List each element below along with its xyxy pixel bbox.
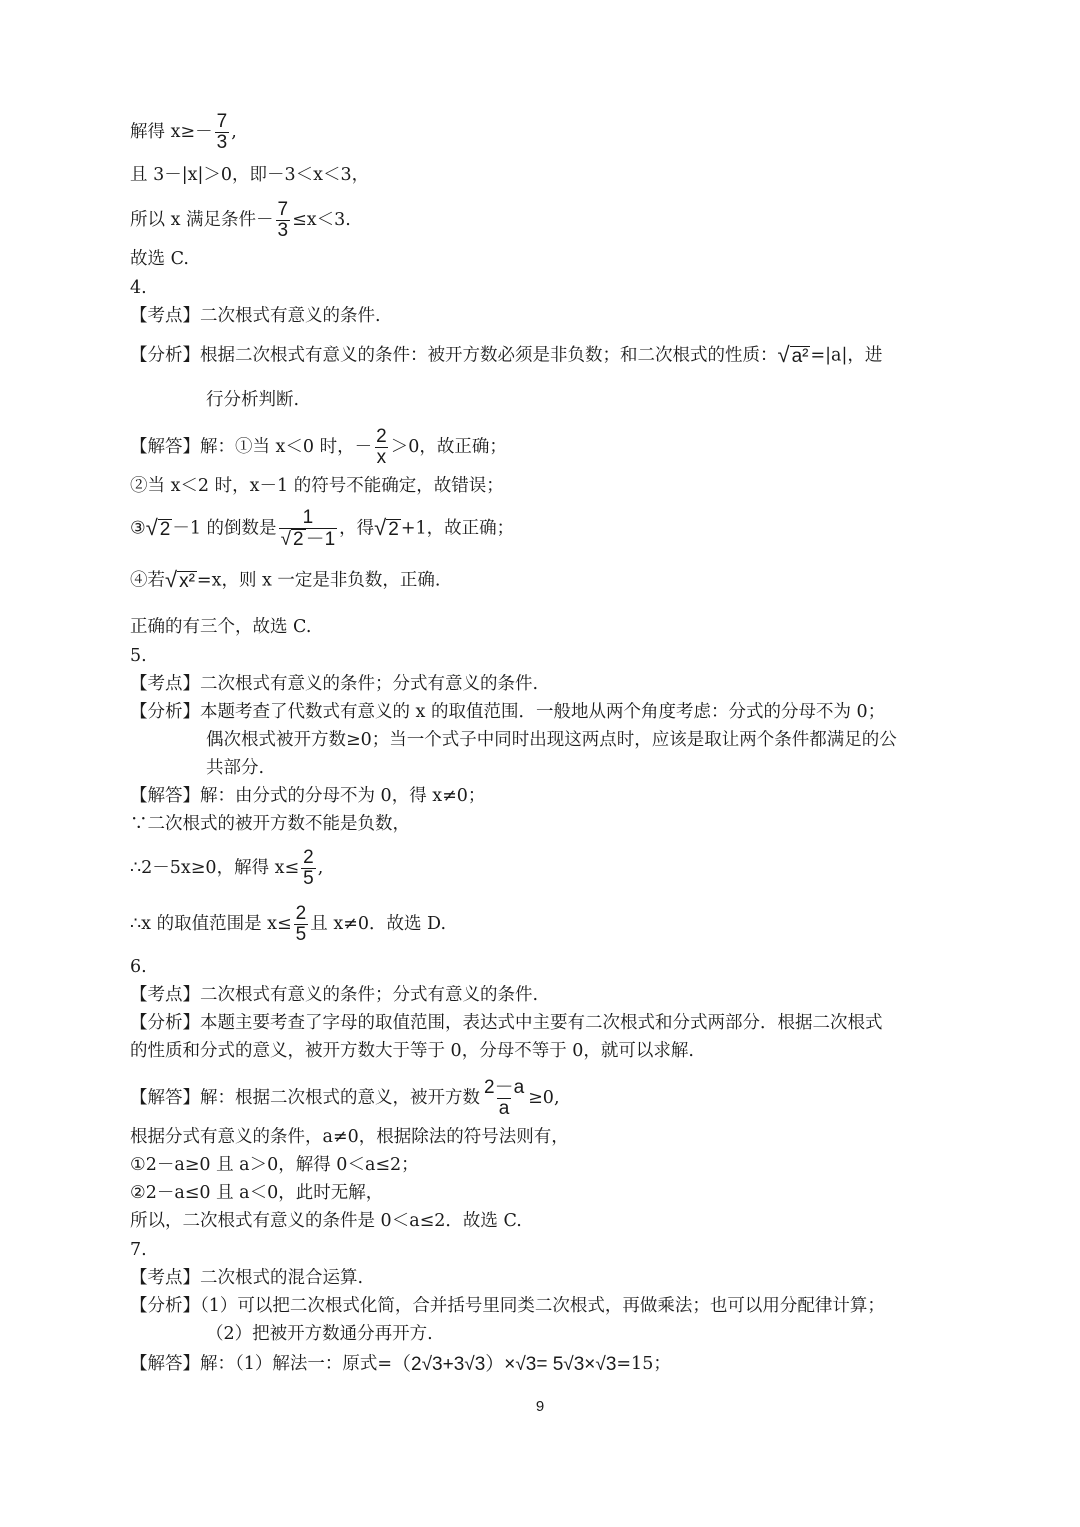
fenxi-line [130,700,885,724]
fenxi-tag: 【分析】 [130,1013,200,1033]
text: 本题考查了代数式有意义的 x 的取值范围．一般地从两个角度考虑：分式的分母不为 0； [200,702,886,722]
denominator: 5 [295,924,307,945]
text: ∴2－5x≥0，解得 x≤ [130,858,300,878]
radicand: 2 [159,519,171,540]
jieda-line [130,1078,560,1119]
radicand: x² [179,571,195,592]
radicand: 2 [293,529,304,550]
kaodian-tag: 【考点】 [130,1268,200,1288]
fenxi-continued: 偶次根式被开方数≥0；当一个式子中同时出现这两点时，应该是取让两个条件都满足的公 [206,730,897,750]
denominator: 3 [216,132,228,153]
numerator: 2 [376,426,387,447]
fraction [215,112,230,153]
radicand: 2 [388,519,399,540]
reason-line: 根据分式有意义的条件，a≠0，根据除法的符号法则有， [130,1127,569,1147]
text: 二次根式有意义的条件；分式有意义的条件. [200,985,539,1005]
line-abs-condition: 且 3－|x|＞0，即－3＜x＜3， [130,165,370,185]
text: 且 x≠0．故选 D. [310,914,447,934]
fraction [374,427,389,468]
text: 解得 x≥－ [130,122,213,142]
numerator: 2 [303,847,314,868]
kaodian-line [130,983,538,1007]
text: 二次根式有意义的条件；分式有意义的条件. [200,674,539,694]
numerator: 2－a [484,1077,525,1098]
numerator: 2 [295,903,307,924]
text: 解：根据二次根式的意义，被开方数 [200,1088,480,1108]
math-expression: （2√3+3√3）×√3= 5√3×√3 [392,1353,617,1375]
denominator: 3 [277,220,289,241]
kaodian-line [130,672,538,696]
fraction [276,200,291,241]
item-3 [130,508,514,550]
text: 所以 x 满足条件－ [130,210,274,230]
fraction [301,848,316,889]
jieda-tag: 【解答】 [130,1354,200,1374]
denominator: x [376,447,387,468]
conclusion: 所以，二次根式有意义的条件是 0＜a≤2．故选 C. [130,1211,522,1231]
text: 解：由分式的分母不为 0，得 x≠0； [200,786,486,806]
fenxi-tag: 【分析】 [130,702,200,722]
numerator: 7 [277,199,289,220]
text: ，得 [339,518,375,539]
fenxi-tag: 【分析】 [130,345,200,366]
text: 解：①当 x＜0 时，－ [200,437,373,457]
radicand: a² [791,346,809,367]
jieda-tag: 【解答】 [130,786,200,806]
text: ≥0, [528,1088,560,1108]
text: ＞0，故正确； [390,437,507,457]
question-number: 7. [130,1240,147,1260]
jieda-line [130,1352,671,1377]
text: 根据二次根式有意义的条件：被开方数必须是非负数；和二次根式的性质： [200,345,778,366]
line-solve-x [130,112,237,153]
conclusion: 正确的有三个，故选 C. [130,617,312,637]
text: 解：（1）解法一：原式= [200,1354,393,1374]
text: 本题主要考查了字母的取值范围，表达式中主要有二次根式和分式两部分．根据二次根式 [200,1013,883,1033]
text: －1 的倒数是 [172,518,277,539]
fenxi-continued: 的性质和分式的意义，被开方数大于等于 0，分母不等于 0，就可以求解. [130,1041,694,1061]
solve-line [130,848,323,889]
fenxi-line [130,343,882,369]
line-choice: 故选 C. [130,249,189,269]
sqrt-expression: √ a² [777,342,809,367]
text: ∴x 的取值范围是 x≤ [130,914,292,934]
item-4 [130,568,441,594]
kaodian-tag: 【考点】 [130,674,200,694]
text: +1，故正确； [400,518,515,539]
text: ④若 [130,570,165,591]
text: 二次根式的混合运算. [200,1268,364,1288]
text: （1）可以把二次根式化简，合并括号里同类二次根式，再做乘法；也可以用分配律计算； [200,1296,885,1316]
jieda-tag: 【解答】 [130,437,200,457]
kaodian-tag: 【考点】 [130,985,200,1005]
text: , [231,122,237,142]
text: ≤x＜3. [292,210,351,230]
denominator: √ 2 －1 [280,529,336,550]
fenxi-continued: 行分析判断. [206,390,300,410]
question-number: 5. [130,646,147,666]
fraction [482,1078,526,1119]
jieda-line [130,427,507,468]
text: =|a|，进 [810,345,883,366]
fenxi-continued: 共部分. [206,758,265,778]
text: =x，则 x 一定是非负数，正确. [196,570,441,591]
question-number: 6. [130,957,147,977]
text: －1 [305,529,336,550]
question-number: 4. [130,278,147,298]
text: =15； [616,1354,671,1374]
text: , [317,858,324,878]
kaodian-line [130,304,381,328]
fenxi-tag: 【分析】 [130,1296,200,1316]
jieda-tag: 【解答】 [130,1088,200,1108]
page-number: 9 [535,1398,545,1415]
fraction [294,904,309,945]
item-2: ②当 x＜2 时，x－1 的符号不能确定，故错误； [130,476,504,496]
denominator: 5 [303,868,314,889]
text: 二次根式有意义的条件. [200,306,381,326]
reason-line: ∵二次根式的被开方数不能是负数， [130,814,410,834]
numerator: 7 [216,111,228,132]
kaodian-line [130,1266,363,1290]
sqrt-expression: √ x² [165,567,195,592]
sqrt-expression: √ 2 [374,515,399,540]
jieda-line [130,784,485,808]
fenxi-line [130,1294,885,1318]
line-range [130,200,351,241]
text: ③ [130,518,146,539]
numerator: 1 [302,507,314,528]
case-1: ①2－a≥0 且 a＞0，解得 0＜a≤2； [130,1155,419,1175]
case-2: ②2－a≤0 且 a＜0，此时无解， [130,1183,384,1203]
kaodian-tag: 【考点】 [130,306,200,326]
fenxi-continued: （2）把被开方数通分再开方. [206,1324,433,1344]
fenxi-line [130,1011,883,1035]
sqrt-expression: √ 2 [145,515,171,540]
range-line [130,904,446,945]
denominator: a [498,1098,510,1119]
fraction [279,508,338,550]
